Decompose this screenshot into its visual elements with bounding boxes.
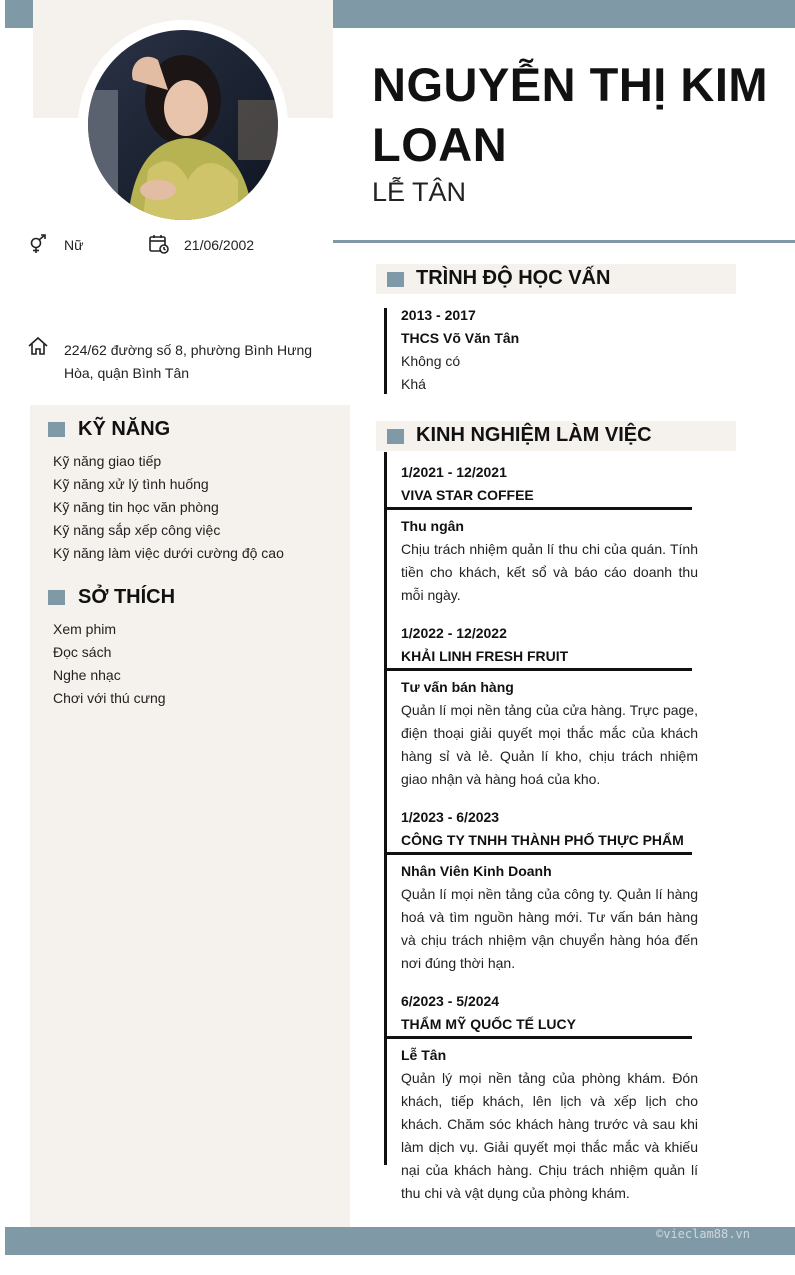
experience-marker	[387, 429, 404, 444]
job-period: 1/2021 - 12/2021	[401, 464, 507, 480]
job-period: 1/2022 - 12/2022	[401, 625, 507, 641]
skill-item: Kỹ năng tin học văn phòng	[53, 499, 219, 515]
education-header	[376, 264, 736, 294]
education-major: Không có	[401, 353, 461, 369]
education-marker	[387, 272, 404, 287]
education-grade: Khá	[401, 376, 426, 392]
job-company: CÔNG TY TNHH THÀNH PHỐ THỰC PHẨM	[401, 832, 684, 848]
gender-value: Nữ	[64, 237, 84, 253]
skills-marker	[48, 422, 65, 437]
job-company: KHẢI LINH FRESH FRUIT	[401, 648, 569, 664]
skill-item: Kỹ năng giao tiếp	[53, 453, 162, 469]
hobby-item: Đọc sách	[53, 644, 112, 660]
birthday-value: 21/06/2002	[184, 237, 255, 253]
hobby-item: Nghe nhạc	[53, 667, 121, 683]
skill-item: Kỹ năng làm việc dưới cường độ cao	[53, 545, 284, 561]
job-position: Thu ngân	[401, 518, 464, 534]
job-position: Nhân Viên Kinh Doanh	[401, 863, 552, 879]
calendar-icon	[148, 233, 170, 255]
job-divider	[386, 507, 692, 510]
job-period: 1/2023 - 6/2023	[401, 809, 500, 825]
watermark: ©vieclam88.vn	[656, 1227, 750, 1241]
job-divider	[386, 852, 692, 855]
skills-title: KỸ NĂNG	[78, 418, 171, 440]
home-icon	[27, 335, 49, 357]
job-description: Quản lí mọi nền tảng của công ty. Quản lí hàng hoá và tìm nguồn hàng mới. Tư vấn bán hàng và chịu trách nhiệm vận chuyển hàng hóa đến nơi đúng thời hạn.	[401, 886, 698, 971]
hobby-item: Chơi với thú cưng	[53, 690, 166, 706]
job-position: Lễ Tân	[401, 1047, 447, 1063]
gender-icon	[27, 233, 49, 255]
job-position: Tư vấn bán hàng	[401, 679, 514, 695]
experience-title: KINH NGHIỆM LÀM VIỆC	[416, 424, 652, 446]
hobbies-title: SỞ THÍCH	[78, 586, 176, 608]
address-value: 224/62 đường số 8, phường Bình Hưng Hòa, quận Bình Tân	[64, 342, 313, 381]
experience-timeline	[384, 452, 387, 1165]
job-description: Chịu trách nhiệm quản lí thu chi của quán. Tính tiền cho khách, kết sổ và báo cáo doanh thu mỗi ngày.	[401, 541, 698, 603]
candidate-name: NGUYỄN THỊ KIM LOAN	[372, 58, 769, 171]
hobby-item: Xem phim	[53, 621, 117, 637]
job-divider	[386, 668, 692, 671]
education-school: THCS Võ Văn Tân	[401, 330, 520, 346]
job-description: Quản lý mọi nền tảng của phòng khám. Đón khách, tiếp khách, lên lịch và xếp lịch cho khách. Chăm sóc khách hàng trước và sau khi làm dịch vụ. Giải quyết mọi thắc mắc và khiếu nại của khách hàng. Chịu trách nhiệm quản lí thu chi và vật dụng của phòng khám.	[401, 1070, 698, 1201]
education-timeline	[384, 308, 387, 394]
skill-item: Kỹ năng xử lý tình huống	[53, 476, 209, 492]
job-company: THẨM MỸ QUỐC TẾ LUCY	[401, 1016, 576, 1032]
avatar-frame	[78, 20, 288, 230]
education-period: 2013 - 2017	[401, 307, 476, 323]
header-divider	[333, 240, 795, 243]
candidate-role: LỄ TÂN	[372, 177, 467, 207]
experience-header	[376, 421, 736, 451]
avatar	[88, 30, 278, 220]
hobbies-marker	[48, 590, 65, 605]
job-description: Quản lí mọi nền tảng của cửa hàng. Trực page, điện thoại giải quyết mọi thắc mắc của khách hàng sỉ và lẻ. Quản lí kho, chịu trách nhiệm giao nhận và hàng hoá của kho.	[401, 702, 698, 787]
skill-item: Kỹ năng sắp xếp công việc	[53, 522, 221, 538]
job-company: VIVA STAR COFFEE	[401, 487, 534, 503]
job-period: 6/2023 - 5/2024	[401, 993, 500, 1009]
education-title: TRÌNH ĐỘ HỌC VẤN	[416, 267, 611, 289]
job-divider	[386, 1036, 692, 1039]
